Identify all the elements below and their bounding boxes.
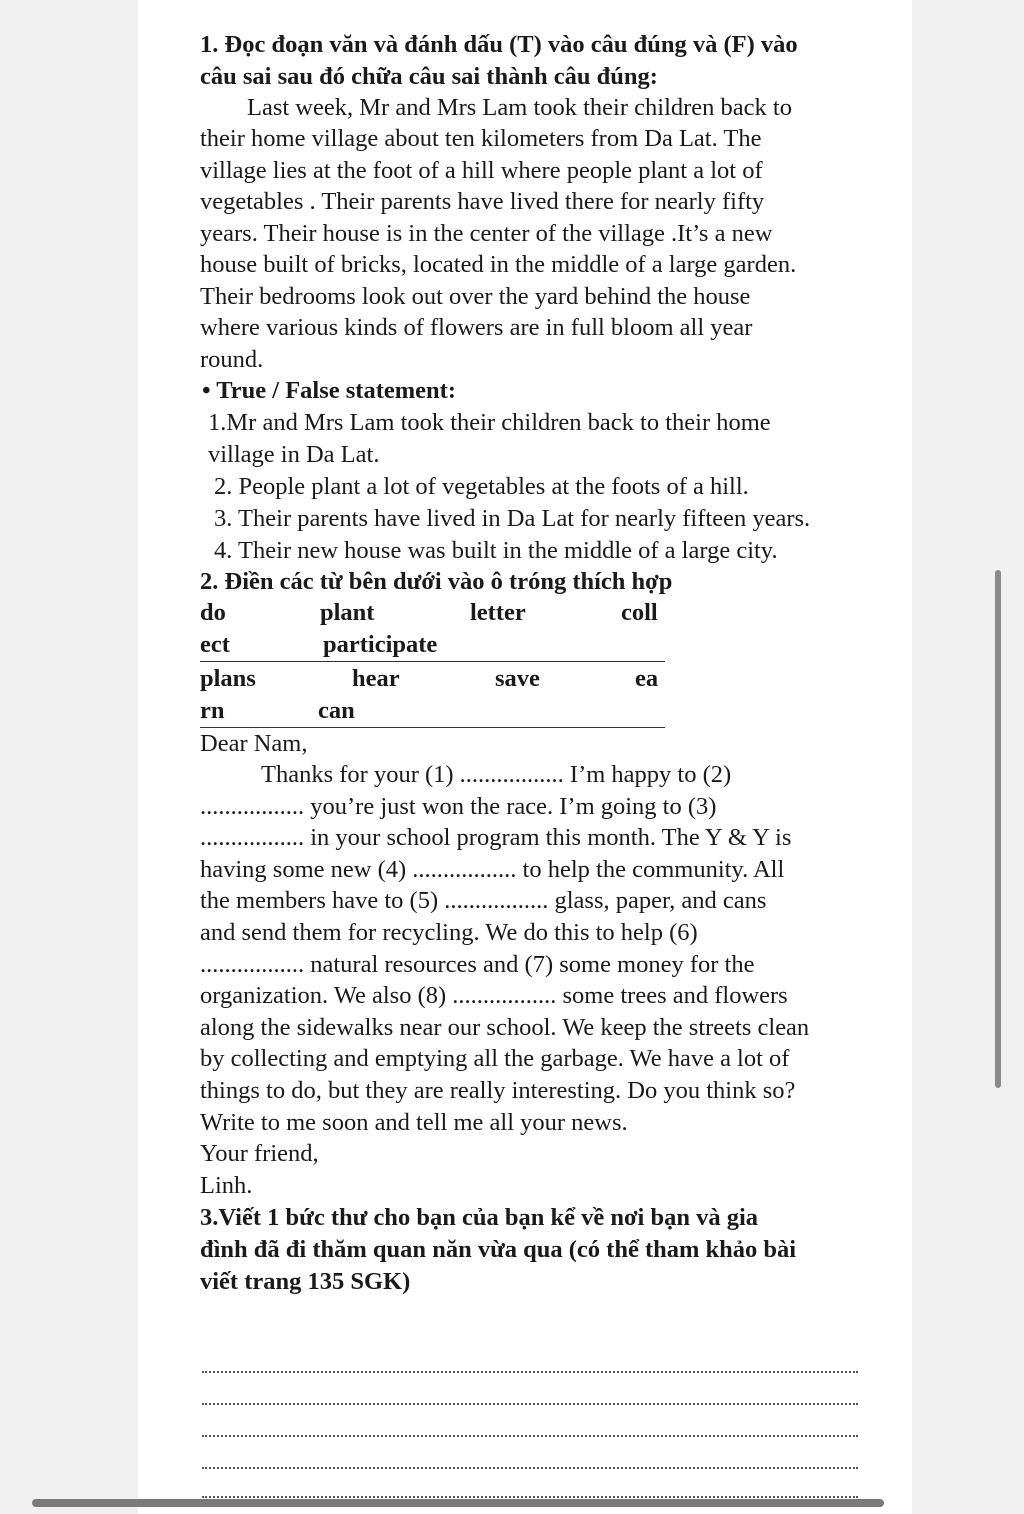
word-box-cell: can — [318, 697, 355, 724]
letter-line: ................. natural resources and (7) some money for the — [200, 951, 755, 978]
word-box-cell: participate — [323, 631, 438, 658]
letter-line: organization. We also (8) ................. some trees and flowers — [200, 982, 788, 1009]
answer-line — [202, 1496, 858, 1498]
tf-heading: • True / False statement: — [202, 377, 456, 404]
passage-line: years. Their house is in the center of the village .It’s a new — [200, 220, 773, 247]
word-box-cell: ect — [200, 631, 230, 658]
answer-line — [202, 1403, 858, 1405]
tf-statement: 1.Mr and Mrs Lam took their children back to their home — [208, 409, 771, 436]
word-box-cell: rn — [200, 697, 225, 724]
letter-line: along the sidewalks near our school. We keep the streets clean — [200, 1014, 810, 1041]
passage-line: round. — [200, 346, 264, 373]
tf-statement: village in Da Lat. — [208, 441, 380, 468]
tf-statement: 3. Their parents have lived in Da Lat for nearly fifteen years. — [214, 505, 811, 532]
word-box-cell: ea — [635, 665, 659, 692]
answer-line — [202, 1435, 858, 1437]
letter-line: having some new (4) ................. to help the community. All — [200, 856, 785, 883]
word-box-cell: do — [200, 599, 226, 626]
answer-line — [202, 1371, 858, 1373]
passage-line: their home village about ten kilometers from Da Lat. The — [200, 125, 762, 152]
word-box-cell: hear — [352, 665, 400, 692]
word-box-cell: plans — [200, 665, 256, 692]
word-box-cell: letter — [470, 599, 526, 626]
letter-line: by collecting and emptying all the garbage. We have a lot of — [200, 1045, 790, 1072]
letter-line: ................. in your school program this month. The Y & Y is — [200, 824, 792, 851]
word-box-cell: plant — [320, 599, 375, 626]
answer-line — [202, 1467, 858, 1469]
passage-line: house built of bricks, located in the middle of a large garden. — [200, 251, 797, 278]
word-box-cell: save — [495, 665, 540, 692]
letter-line: Write to me soon and tell me all your news. — [200, 1109, 628, 1136]
section1-heading-line2: câu sai sau đó chữa câu sai thành câu đúng: — [200, 63, 658, 90]
letter-line: the members have to (5) ................. glass, paper, and cans — [200, 887, 767, 914]
section3-heading-line: 3.Viết 1 bức thư cho bạn của bạn kể về nơi bạn và gia — [200, 1204, 758, 1231]
passage-line: where various kinds of flowers are in full bloom all year — [200, 314, 753, 341]
section3-heading-line: viết trang 135 SGK) — [200, 1268, 411, 1295]
tf-statement: 2. People plant a lot of vegetables at the foots of a hill. — [214, 473, 749, 500]
vertical-scrollbar[interactable] — [995, 570, 1001, 1088]
horizontal-scrollbar[interactable] — [32, 1499, 884, 1507]
section3-heading-line: đình đã đi thăm quan năn vừa qua (có thể tham khảo bài — [200, 1236, 797, 1263]
passage-line: vegetables . Their parents have lived there for nearly fifty — [200, 188, 765, 215]
tf-statement: 4. Their new house was built in the middle of a large city. — [214, 537, 778, 564]
letter-greeting: Dear Nam, — [200, 730, 308, 757]
word-box-cell: coll — [621, 599, 658, 626]
passage-line: village lies at the foot of a hill where people plant a lot of — [200, 157, 763, 184]
passage-line: Last week, Mr and Mrs Lam took their children back to — [247, 94, 792, 121]
letter-line: ................. you’re just won the race. I’m going to (3) — [200, 793, 717, 820]
letter-closing: Your friend, — [200, 1140, 319, 1167]
section2-heading: 2. Điền các từ bên dưới vào ô tróng thích hợp — [200, 568, 673, 595]
section1-heading-line1: 1. Đọc đoạn văn và đánh dấu (T) vào câu đúng và (F) vào — [200, 31, 798, 58]
word-box-divider — [200, 727, 665, 728]
passage-line: Their bedrooms look out over the yard behind the house — [200, 283, 751, 310]
letter-line: Thanks for your (1) ................. I’m happy to (2) — [261, 761, 732, 788]
letter-signature: Linh. — [200, 1172, 253, 1199]
letter-line: things to do, but they are really interesting. Do you think so? — [200, 1077, 796, 1104]
word-box-divider — [200, 661, 665, 662]
letter-line: and send them for recycling. We do this to help (6) — [200, 919, 698, 946]
